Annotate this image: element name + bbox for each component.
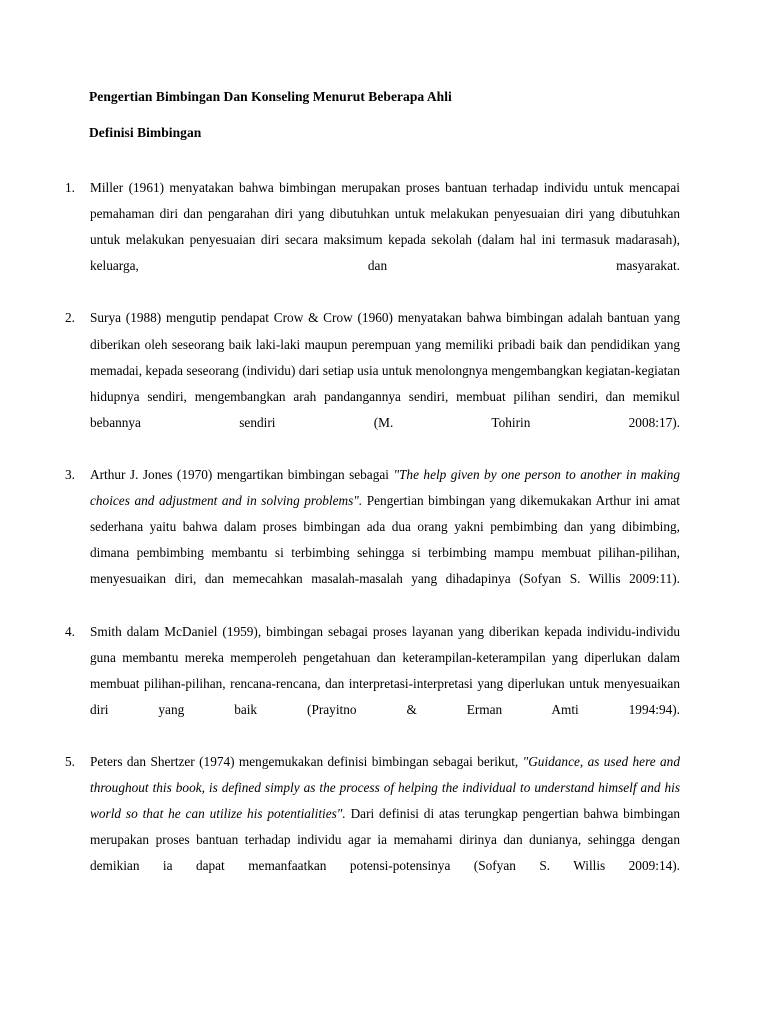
list-item-number: 4. [65, 623, 75, 639]
page-title: Pengertian Bimbingan Dan Konseling Menurut Beberapa Ahli [89, 89, 452, 104]
list-item [65, 305, 680, 462]
list-item [65, 462, 681, 619]
list-item-body [90, 462, 680, 619]
list-item-body [90, 619, 680, 749]
list-item-body [90, 749, 680, 906]
list-item-text-before-quote: Surya (1988) mengutip pendapat Crow & Crow (1960) menyatakan bahwa bimbingan adalah bantuan yang diberikan oleh seseorang baik laki-laki maupun perempuan yang memiliki pribadi baik dan pendidikan yang memadai, kepada seseorang (individu) dari setiap usia untuk menolongnya mengembangkan kegiatan-kegiatan hidupnya sendiri, mengembangkan arah pandangannya sendiri, membuat pilihan sendiri, dan memikul bebannya sendiri (M. Tohirin 2008:17). [90, 310, 680, 430]
list-item-number: 3. [65, 467, 75, 483]
list-item-text-after-quote: Dari definisi di atas terungkap pengertian bahwa bimbingan merupakan proses bantuan terhadap individu agar ia memahami dirinya dan dunianya, sehingga dengan demikian ia dapat memanfaatkan potensi-potensinya (Sofyan S. Willis 2009:14). [90, 806, 681, 874]
list-item-text-before-quote: Miller (1961) menyatakan bahwa bimbingan merupakan proses bantuan terhadap individu untuk mencapai pemahaman diri dan pengarahan diri yang dibutuhkan untuk melakukan penyesuaian diri yang dibutuhkan untuk melakukan penyesuaian diri secara maksimum kepada sekolah (dalam hal ini termasuk madarasah), keluarga, dan masyarakat. [90, 180, 680, 274]
list-item [65, 175, 680, 305]
list-item-quote: "Guidance, as used here and throughout this book, is defined simply as the process of helping the individual to understand himself and his world so that he can utilize his potentialities". [90, 754, 680, 822]
list-item-text-before-quote: Peters dan Shertzer (1974) mengemukakan definisi bimbingan sebagai berikut, [90, 754, 523, 770]
list-item-body [90, 175, 680, 305]
list-item-text-before-quote: Smith dalam McDaniel (1959), bimbingan sebagai proses layanan yang diberikan kepada individu-individu guna membantu mereka memperoleh pengetahuan dan keterampilan-keterampilan yang diperlukan dalam membuat pilihan-pilihan, rencana-rencana, dan interpretasi-interpretasi yang diperlukan untuk menyesuaikan diri yang baik (Prayitno & Erman Amti 1994:94). [90, 623, 680, 717]
section-subtitle: Definisi Bimbingan [89, 125, 202, 140]
list-item-text-before-quote: Arthur J. Jones (1970) mengartikan bimbingan sebagai [90, 467, 394, 483]
list-item-body [90, 305, 680, 462]
list-item [65, 749, 681, 906]
list-item-number: 1. [65, 180, 75, 195]
list-item-number: 5. [65, 754, 75, 770]
list-item [65, 619, 680, 749]
list-item-quote: "The help given by one person to another in making choices and adjustment and in solving problems". [90, 467, 681, 509]
definition-list [65, 175, 681, 906]
list-item-number: 2. [65, 310, 75, 326]
list-item-text-after-quote: Pengertian bimbingan yang dikemukakan Arthur ini amat sederhana yaitu bahwa dalam proses bimbingan ada dua orang yakni pembimbing dan yang dibimbing, dimana pembimbing membantu si terbimbing sehingga si terbimbing mampu membuat pilihan-pilihan, menyesuaikan diri, dan memecahkan masalah-masalah yang dihadapinya (Sofyan S. Willis 2009:11). [90, 493, 680, 587]
